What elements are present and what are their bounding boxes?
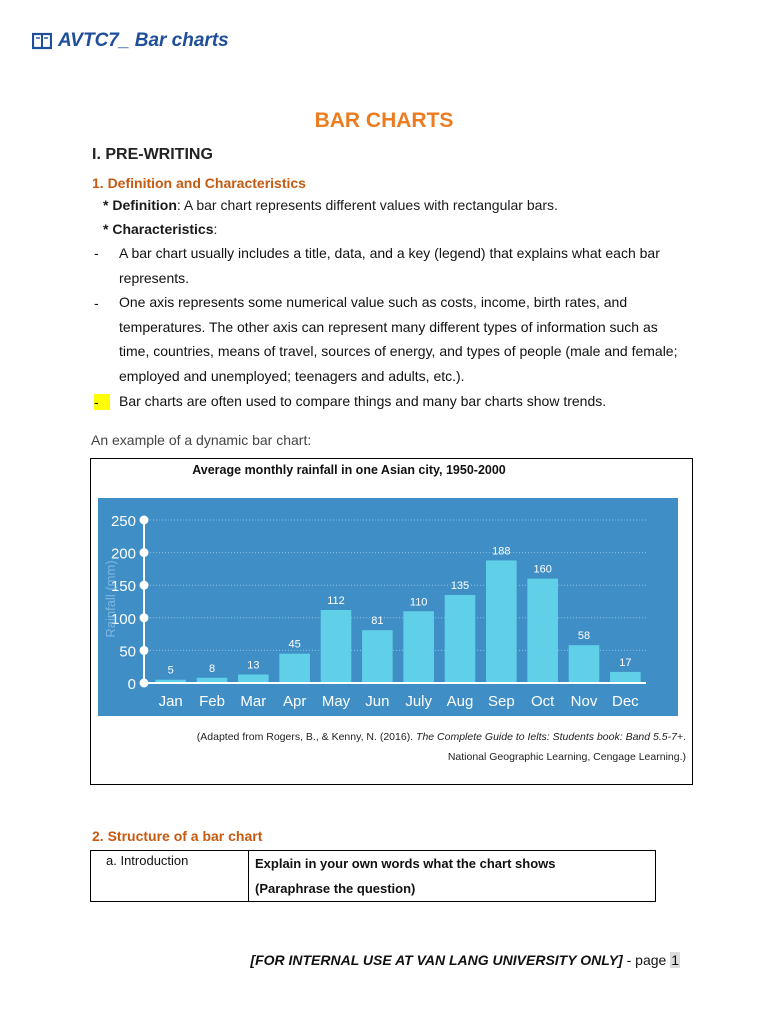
x-tick-label: Aug: [446, 693, 474, 710]
x-tick-label: July: [405, 693, 433, 710]
page-footer: [FOR INTERNAL USE AT VAN LANG UNIVERSITY ONLY] - page 1: [250, 952, 679, 968]
x-tick-label: Oct: [530, 693, 555, 710]
y-axis-label: Rainfall (mm): [103, 560, 118, 638]
source-credit-line2: National Geographic Learning, Cengage Learning.): [447, 751, 686, 763]
bar-value-label: 58: [577, 630, 591, 643]
bullet-text: Bar charts are often used to compare things and many bar charts show trends.: [119, 393, 607, 409]
definition-text: : A bar chart represents different values with rectangular bars.: [176, 197, 558, 213]
y-tick-label: 0: [127, 676, 136, 693]
bullet-text: One axis represents some numerical value such as costs, income, birth rates, and temperatures. The other axis can represent many different types of information such as time, countries, means of travel, sources of energy, and types of people (male and female; employed and unemployed; teenagers and adults, etc.).: [119, 294, 678, 384]
y-tick-label: 150: [110, 578, 136, 596]
source-credit-line1: (Adapted from Rogers, B., & Kenny, N. (2016). The Complete Guide to Ielts: Students book: Band 5.5-7+.: [196, 731, 686, 743]
x-tick-label: May: [321, 693, 351, 710]
characteristics-label: * Characteristics: [103, 221, 214, 237]
y-tick-label: 200: [110, 545, 136, 563]
x-tick-label: Feb: [199, 693, 225, 710]
chart-figure: [90, 458, 693, 785]
example-intro: An example of a dynamic bar chart:: [91, 432, 312, 448]
bar-dec: [610, 672, 641, 683]
page-number: 1: [671, 952, 679, 968]
y-tick-label: 100: [110, 610, 136, 628]
bullet-text: A bar chart usually includes a title, data, and a key (legend) that explains what each bar represents.: [119, 245, 660, 286]
x-tick-label: Jan: [158, 693, 183, 710]
x-tick-label: Mar: [240, 693, 267, 710]
x-tick-label: Jun: [365, 693, 390, 710]
bar-value-label: 188: [492, 545, 511, 558]
bar-value-label: 135: [450, 579, 470, 592]
page-title: BAR CHARTS: [314, 109, 454, 132]
structure-table: [90, 850, 656, 902]
bar-july: [403, 611, 434, 683]
characteristics-colon: :: [213, 221, 218, 237]
x-tick-label: Dec: [611, 693, 639, 710]
rainfall-bar-chart: [98, 498, 678, 716]
bar-nov: [569, 645, 600, 683]
y-tick-label: 250: [110, 513, 136, 530]
definition-label: * Definition: [103, 197, 177, 213]
bar-value-label: 45: [288, 638, 301, 651]
y-tick-label: 50: [119, 643, 136, 661]
bar-value-label: 112: [327, 594, 345, 607]
bar-value-label: 5: [167, 664, 174, 677]
bullet-mark: -: [94, 295, 99, 311]
bar-value-label: 8: [208, 662, 216, 675]
bar-value-label: 13: [247, 659, 260, 672]
bar-aug: [445, 595, 476, 683]
subsection-heading: 2. Structure of a bar chart: [92, 828, 263, 844]
source-book-title: The Complete Guide to Ielts: Students book: Band 5.5-7+: [416, 731, 684, 743]
book-icon: [32, 32, 52, 50]
definition-line: [103, 197, 558, 213]
bar-mar: [238, 675, 269, 683]
table-row: [91, 851, 656, 902]
section-heading: I. PRE-WRITING: [92, 146, 213, 163]
x-tick-label: Apr: [282, 693, 307, 710]
bar-value-label: 81: [371, 615, 384, 628]
chart-title: Average monthly rainfall in one Asian city, 1950-2000: [192, 463, 506, 477]
highlighted-dash: -: [94, 394, 99, 410]
table-cell: Explain in your own words what the chart shows (Paraphrase the question): [249, 851, 656, 902]
bar-value-label: 160: [533, 563, 552, 576]
x-tick-label: Nov: [570, 693, 598, 710]
footer-notice: [FOR INTERNAL USE AT VAN LANG UNIVERSITY ONLY]: [250, 952, 623, 968]
bar-apr: [279, 654, 310, 683]
header-title: AVTC7_ Bar charts: [58, 30, 229, 51]
bar-oct: [527, 579, 558, 683]
bar-jun: [362, 630, 393, 683]
bar-value-label: 110: [409, 596, 428, 609]
x-tick-label: Sep: [487, 693, 515, 710]
bullet-mark: -: [94, 245, 99, 261]
bar-sep: [486, 560, 517, 683]
bar-may: [321, 610, 352, 683]
characteristics-line: [103, 221, 217, 237]
subsection-heading: 1. Definition and Characteristics: [92, 175, 306, 191]
bullet-mark: [94, 394, 110, 410]
bar-value-label: 17: [619, 656, 632, 669]
table-cell: a. Introduction: [91, 851, 249, 902]
doc-header: [32, 30, 229, 52]
